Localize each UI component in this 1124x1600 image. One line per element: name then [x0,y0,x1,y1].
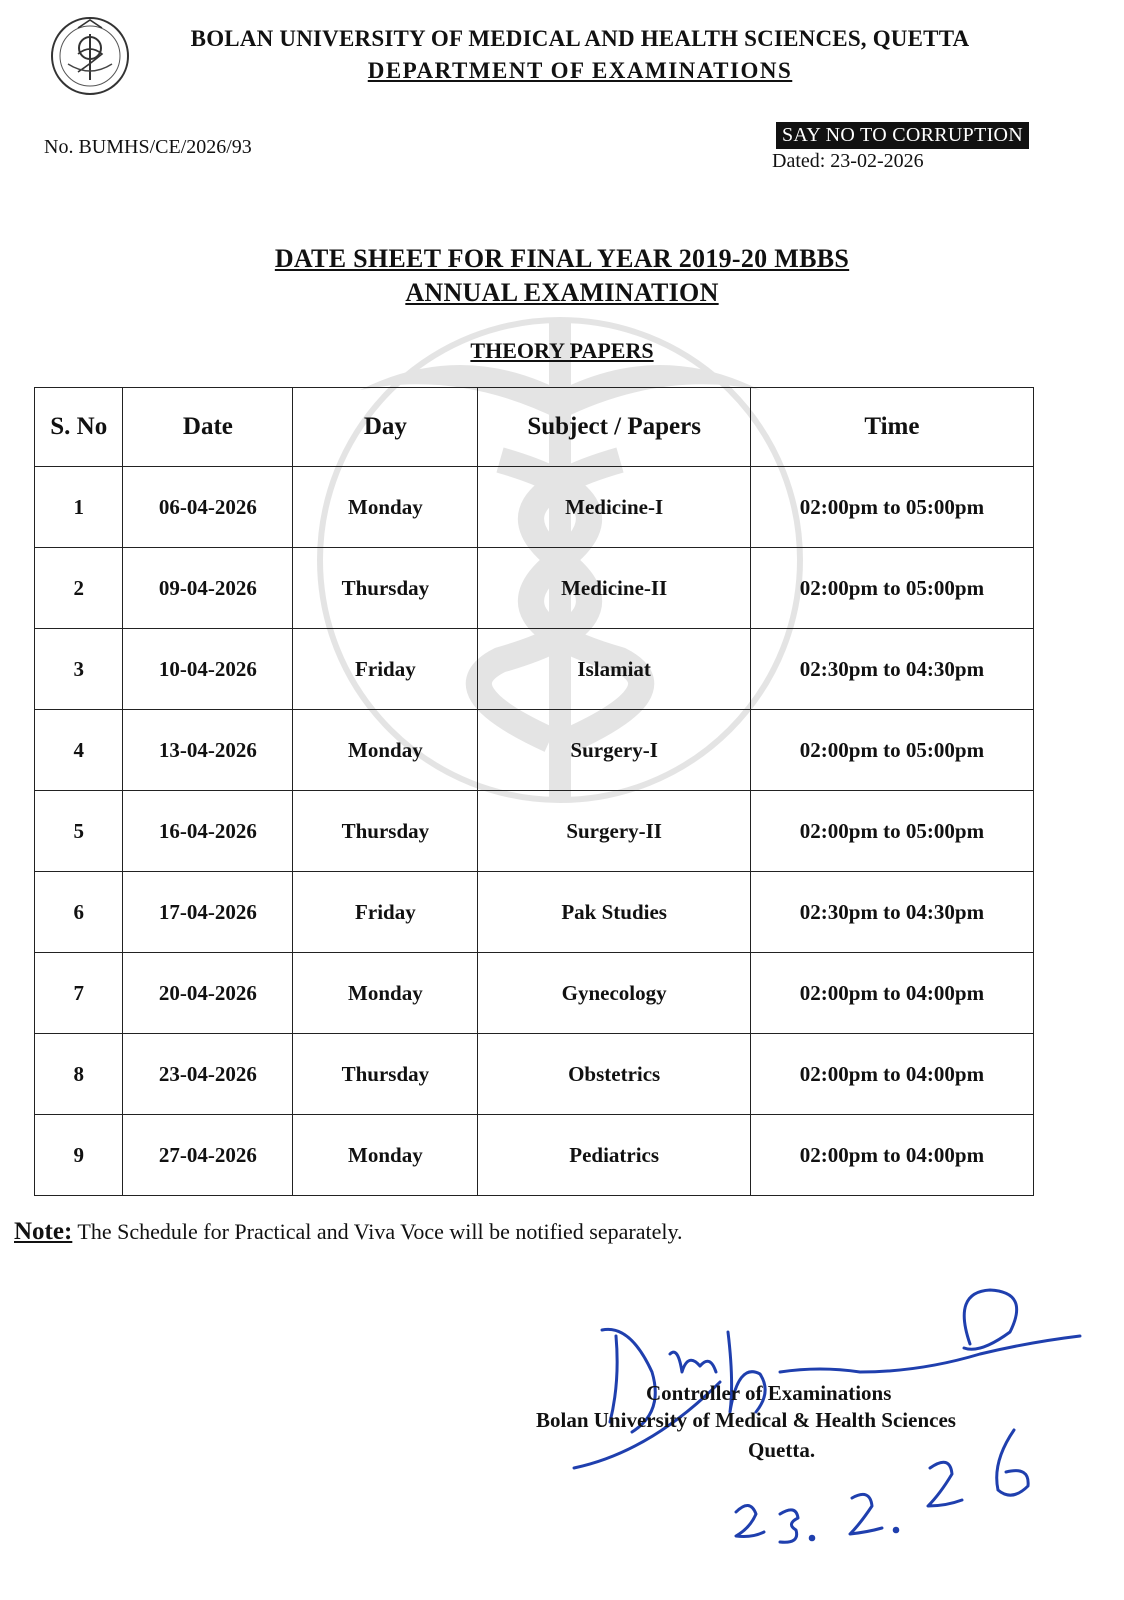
cell-subject: Pak Studies [478,872,750,953]
issue-date: Dated: 23-02-2026 [772,150,924,172]
header-day: Day [293,388,478,467]
signatory-institution: Bolan University of Medical & Health Sciences [536,1408,956,1432]
signatory-title: Controller of Examinations [646,1381,892,1405]
cell-date: 09-04-2026 [123,548,293,629]
date-sheet-title: DATE SHEET FOR FINAL YEAR 2019-20 MBBS [274,244,850,273]
table-row [35,548,1034,629]
header-time: Time [750,388,1033,467]
cell-day: Monday [293,953,478,1034]
cell-subject: Surgery-II [478,791,750,872]
note-label: Note: [14,1218,73,1245]
table-row [35,467,1034,548]
table-header-row [35,388,1034,467]
cell-date: 23-04-2026 [123,1034,293,1115]
table-row [35,791,1034,872]
cell-time: 02:00pm to 04:00pm [750,1115,1033,1196]
cell-date: 10-04-2026 [123,629,293,710]
header-sno: S. No [35,388,123,467]
cell-sno: 6 [35,872,123,953]
table-row [35,629,1034,710]
reference-number: No. BUMHS/CE/2026/93 [44,136,252,158]
cell-time: 02:00pm to 04:00pm [750,953,1033,1034]
cell-date: 20-04-2026 [123,953,293,1034]
anti-corruption-slogan: SAY NO TO CORRUPTION [776,122,1029,149]
note-text: The Schedule for Practical and Viva Voce will be notified separately. [77,1219,683,1244]
cell-sno: 4 [35,710,123,791]
cell-subject: Medicine-I [478,467,750,548]
cell-time: 02:30pm to 04:30pm [750,629,1033,710]
cell-date: 27-04-2026 [123,1115,293,1196]
cell-subject: Surgery-I [478,710,750,791]
signatory-city: Quetta. [748,1438,816,1462]
exam-schedule-table [34,387,1034,1196]
header-date: Date [123,388,293,467]
cell-time: 02:00pm to 05:00pm [750,548,1033,629]
cell-date: 13-04-2026 [123,710,293,791]
cell-date: 17-04-2026 [123,872,293,953]
cell-date: 16-04-2026 [123,791,293,872]
header-subject: Subject / Papers [478,388,750,467]
cell-day: Thursday [293,1034,478,1115]
schedule-note [14,1218,683,1246]
exam-type-title: ANNUAL EXAMINATION [405,278,719,307]
cell-sno: 9 [35,1115,123,1196]
table-row [35,1034,1034,1115]
cell-sno: 3 [35,629,123,710]
table-row [35,953,1034,1034]
cell-day: Monday [293,710,478,791]
table-row [35,710,1034,791]
cell-day: Friday [293,872,478,953]
cell-sno: 2 [35,548,123,629]
cell-time: 02:00pm to 04:00pm [750,1034,1033,1115]
cell-sno: 5 [35,791,123,872]
university-name: BOLAN UNIVERSITY OF MEDICAL AND HEALTH SCIENCES, QUETTA [190,26,970,51]
cell-subject: Gynecology [478,953,750,1034]
cell-day: Monday [293,467,478,548]
cell-sno: 7 [35,953,123,1034]
cell-subject: Medicine-II [478,548,750,629]
cell-time: 02:00pm to 05:00pm [750,467,1033,548]
table-row [35,1115,1034,1196]
cell-time: 02:00pm to 05:00pm [750,710,1033,791]
cell-day: Thursday [293,548,478,629]
cell-time: 02:00pm to 05:00pm [750,791,1033,872]
cell-sno: 8 [35,1034,123,1115]
cell-day: Friday [293,629,478,710]
table-row [35,872,1034,953]
cell-date: 06-04-2026 [123,467,293,548]
cell-day: Thursday [293,791,478,872]
cell-subject: Islamiat [478,629,750,710]
department-name: DEPARTMENT OF EXAMINATIONS [367,58,793,83]
university-logo [48,14,132,98]
cell-sno: 1 [35,467,123,548]
cell-subject: Pediatrics [478,1115,750,1196]
cell-time: 02:30pm to 04:30pm [750,872,1033,953]
cell-day: Monday [293,1115,478,1196]
theory-papers-heading: THEORY PAPERS [470,338,654,363]
cell-subject: Obstetrics [478,1034,750,1115]
